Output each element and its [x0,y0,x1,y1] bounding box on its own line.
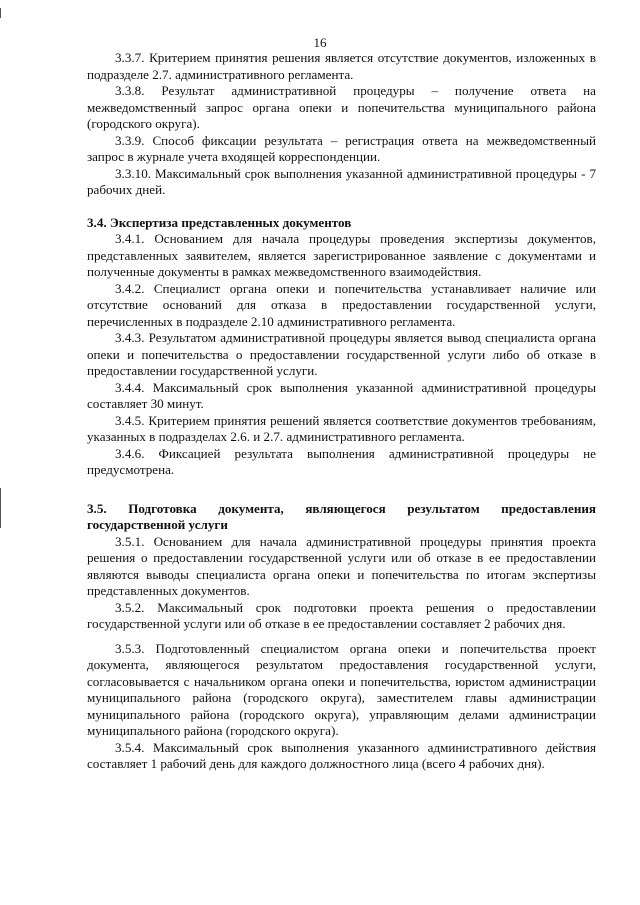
paragraph-3-5-3: 3.5.3. Подготовленный специалистом органа опеки и попечительства проект документа, являющегося результатом предоставления государственной услуги, согласовывается с начальником органа опеки и попечительства, юристом администрации муниципального района (городского округа), заместителем главы администрации муниципального района (городского округа), управляющим делами администрации муниципального района (городского округа). [87,640,596,738]
paragraph-3-4-3: 3.4.3. Результатом административной процедуры является вывод специалиста органа опеки и попечительства о предоставлении государственной услуги либо об отказе в предоставлении государственной услуги. [87,330,596,378]
paragraph-3-4-4: 3.4.4. Максимальный срок выполнения указанной административной процедуры составляет 30 минут. [87,379,596,411]
paragraph-3-4-1: 3.4.1. Основанием для начала процедуры проведения экспертизы документов, представленных заявителем, является зарегистрированное заявление с документами и полученные документы в рамках межведомственного взаимодействия. [87,231,596,279]
paragraph-spacer [87,633,596,641]
page-number: 16 [313,35,327,50]
paragraph-3-3-7: 3.3.7. Критерием принятия решения является отсутствие документов, изложенных в подразделе 2.7. административного регламента. [87,50,596,82]
paragraph-3-5-1: 3.5.1. Основанием для начала административной процедуры принятия проекта решения о предоставлении государственной услуги или об отказе в ее предоставлении являются выводы специалиста органа опеки и попечительства по итогам экспертизы представленных документов. [87,533,596,598]
document-body [87,50,596,773]
scan-edge-mark [0,8,1,18]
paragraph-3-5-2: 3.5.2. Максимальный срок подготовки проекта решения о предоставлении государственной услуги или об отказе в ее предоставлении составляет 2 рабочих дня. [87,599,596,631]
section-heading-3-5: 3.5. Подготовка документа, являющегося результатом предоставления государственной услуги [87,500,596,532]
paragraph-3-4-2: 3.4.2. Специалист органа опеки и попечительства устанавливает наличие или отсутствие оснований для отказа в предоставлении государственной услуги, перечисленных в подразделе 2.10 административного регламента. [87,280,596,329]
scan-edge-mark [0,488,1,528]
paragraph-3-4-5: 3.4.5. Критерием принятия решений является соответствие документов требованиям, указанных в подразделах 2.6. и 2.7. административного регламента. [87,412,596,444]
section-spacer [87,479,596,501]
paragraph-3-5-4: 3.5.4. Максимальный срок выполнения указанного административного действия составляет 1 рабочий день для каждого должностного лица (всего 4 рабочих дня). [87,739,596,771]
section-spacer [87,199,596,215]
section-heading-3-4: 3.4. Экспертиза представленных документов [87,214,352,230]
paragraph-3-4-6: 3.4.6. Фиксацией результата выполнения административной процедуры не предусмотрена. [87,445,596,477]
paragraph-3-3-9: 3.3.9. Способ фиксации результата – регистрация ответа на межведомственный запрос в журнале учета входящей корреспонденции. [87,132,596,164]
paragraph-3-3-8: 3.3.8. Результат административной процедуры – получение ответа на межведомственный запрос органа опеки и попечительства муниципального района (городского округа). [87,83,596,131]
paragraph-3-3-10: 3.3.10. Максимальный срок выполнения указанной административной процедуры - 7 рабочих дней. [87,165,596,197]
